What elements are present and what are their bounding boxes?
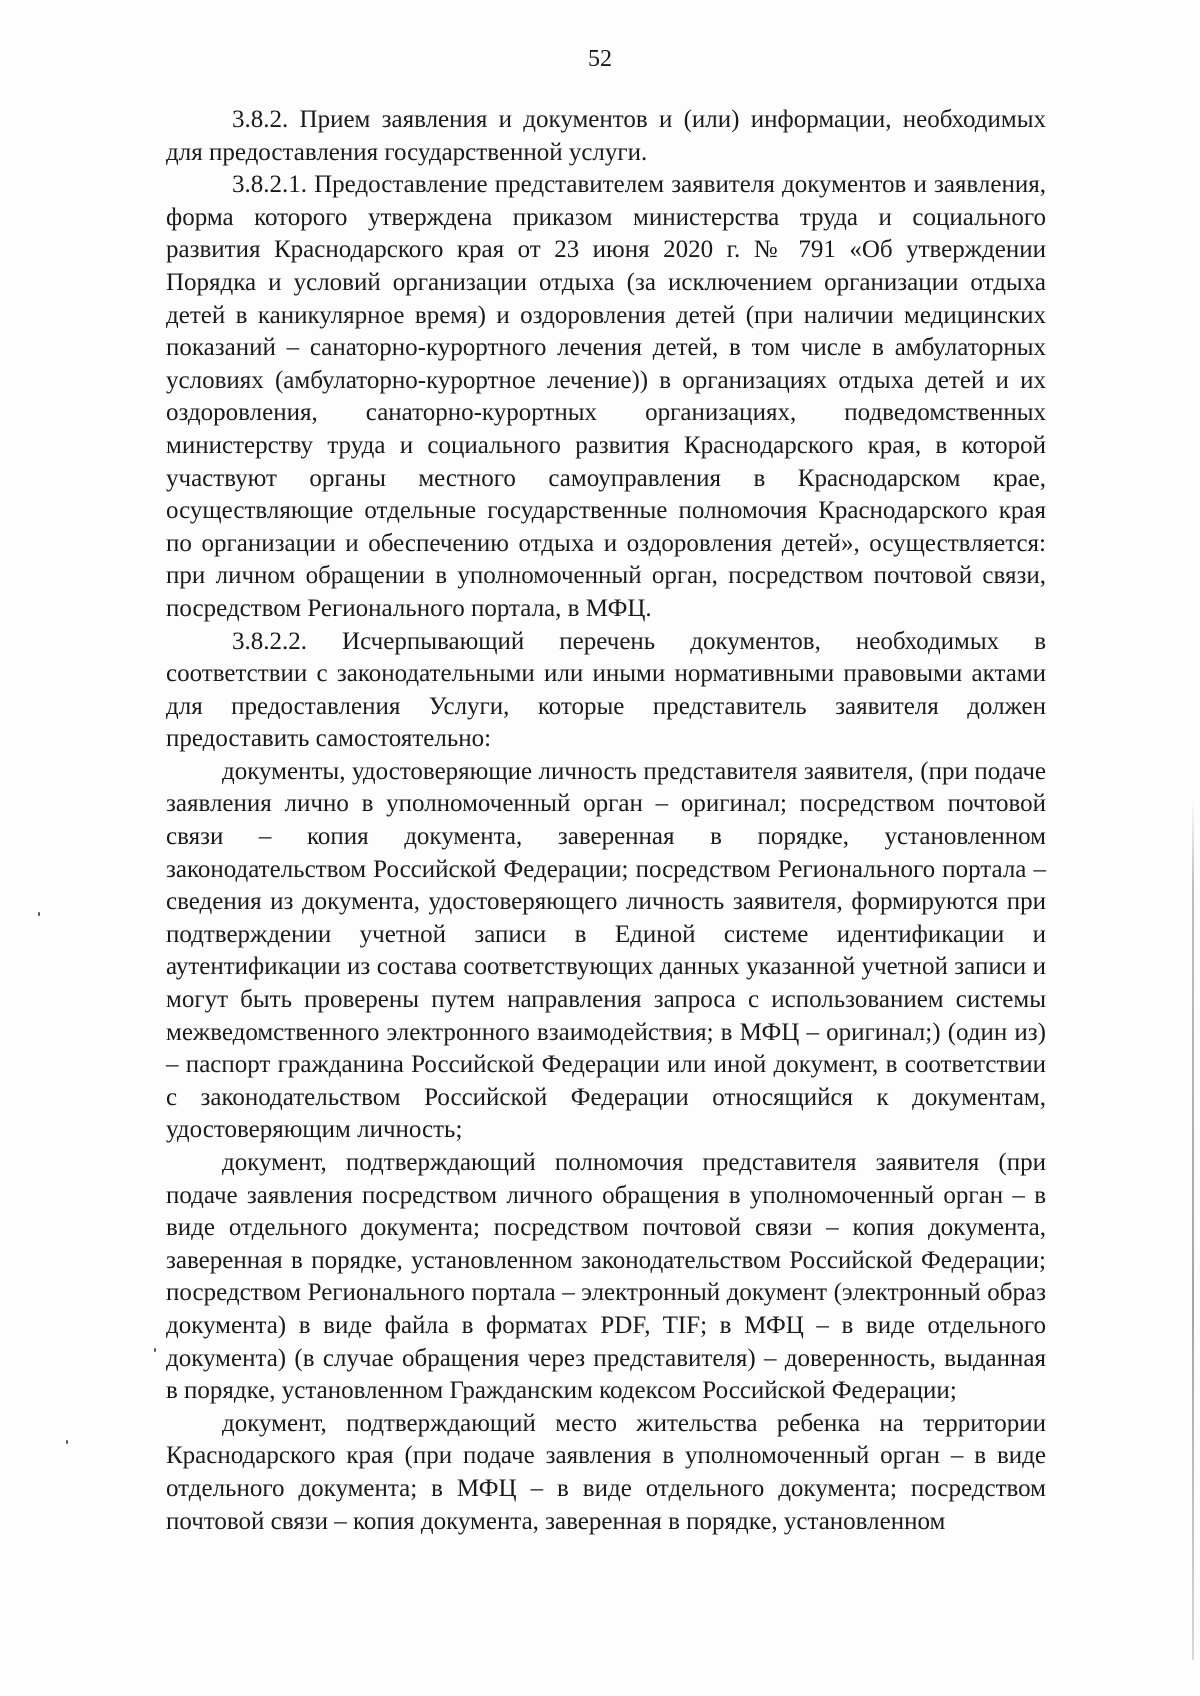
document-body	[166, 104, 1046, 1538]
scan-dot-artifact	[66, 1440, 68, 1444]
paragraph-3-8-2-1: 3.8.2.1. Предоставление представителем заявителя документов и заявления, форма которого утверждена приказом министерства труда и социального развития Краснодарского края от 23 июня 2020 г. № 791 «Об утверждении Порядка и условий организации отдыха (за исключением организации отдыха детей в каникулярное время) и оздоровления детей (при наличии медицинских показаний – санаторно-курортного лечения детей, в том числе в амбулаторных условиях (амбулаторно-курортное лечение)) в организациях отдыха детей и их оздоровления, санаторно-курортных организациях, подведомственных министерству труда и социального развития Краснодарского края, в которой участвуют органы местного самоуправления в Краснодарском крае, осуществляющие отдельные государственные полномочия Краснодарского края по организации и обеспечению отдыха и оздоровления детей», осуществляется: при личном обращении в уполномоченный орган, посредством почтовой связи, посредством Регионального портала, в МФЦ.	[166, 171, 1046, 622]
list-item-residence-document: документ, подтверждающий место жительства ребенка на территории Краснодарского края (при подаче заявления в уполномоченный орган – в виде отдельного документа; в МФЦ – в виде отдельного документа; посредством почтовой связи – копия документа, заверенная в порядке, установленном	[166, 1409, 1046, 1535]
scan-edge-artifact	[1192, 800, 1194, 1660]
paragraph-3-8-2: 3.8.2. Прием заявления и документов и (или) информации, необходимых для предоставления государственной услуги.	[166, 106, 1046, 166]
paragraph-3-8-2-2: 3.8.2.2. Исчерпывающий перечень документов, необходимых в соответствии с законодательными или иными нормативными правовыми актами для предоставления Услуги, которые представитель заявителя должен предоставить самостоятельно:	[166, 627, 1046, 753]
scan-dot-artifact	[38, 912, 40, 916]
list-item-authority-document: документ, подтверждающий полномочия представителя заявителя (при подаче заявления посредством личного обращения в уполномоченный орган – в виде отдельного документа; посредством почтовой связи – копия документа, заверенная в порядке, установленном законодательством Российской Федерации; посредством Регионального портала – электронный документ (электронный образ документа) в виде файла в форматах PDF, TIF; в МФЦ – в виде отдельного документа) (в случае обращения через представителя) – доверенность, выданная в порядке, установленном Гражданским кодексом Российской Федерации;	[166, 1149, 1046, 1405]
page-number: 52	[588, 46, 612, 72]
scan-dot-artifact	[154, 1348, 156, 1352]
list-item-identity-documents: документы, удостоверяющие личность представителя заявителя, (при подаче заявления лично в уполномоченный орган – оригинал; посредством почтовой связи – копия документа, заверенная в порядке, установленном законодательством Российской Федерации; посредством Регионального портала – сведения из документа, удостоверяющего личность заявителя, формируются при подтверждении учетной записи в Единой системе идентификации и аутентификации из состава соответствующих данных указанной учетной записи и могут быть проверены путем направления запроса с использованием системы межведомственного электронного взаимодействия; в МФЦ – оригинал;) (один из) – паспорт гражданина Российской Федерации или иной документ, в соответствии с законодательством Российской Федерации относящийся к документам, удостоверяющим личность;	[166, 757, 1046, 1144]
